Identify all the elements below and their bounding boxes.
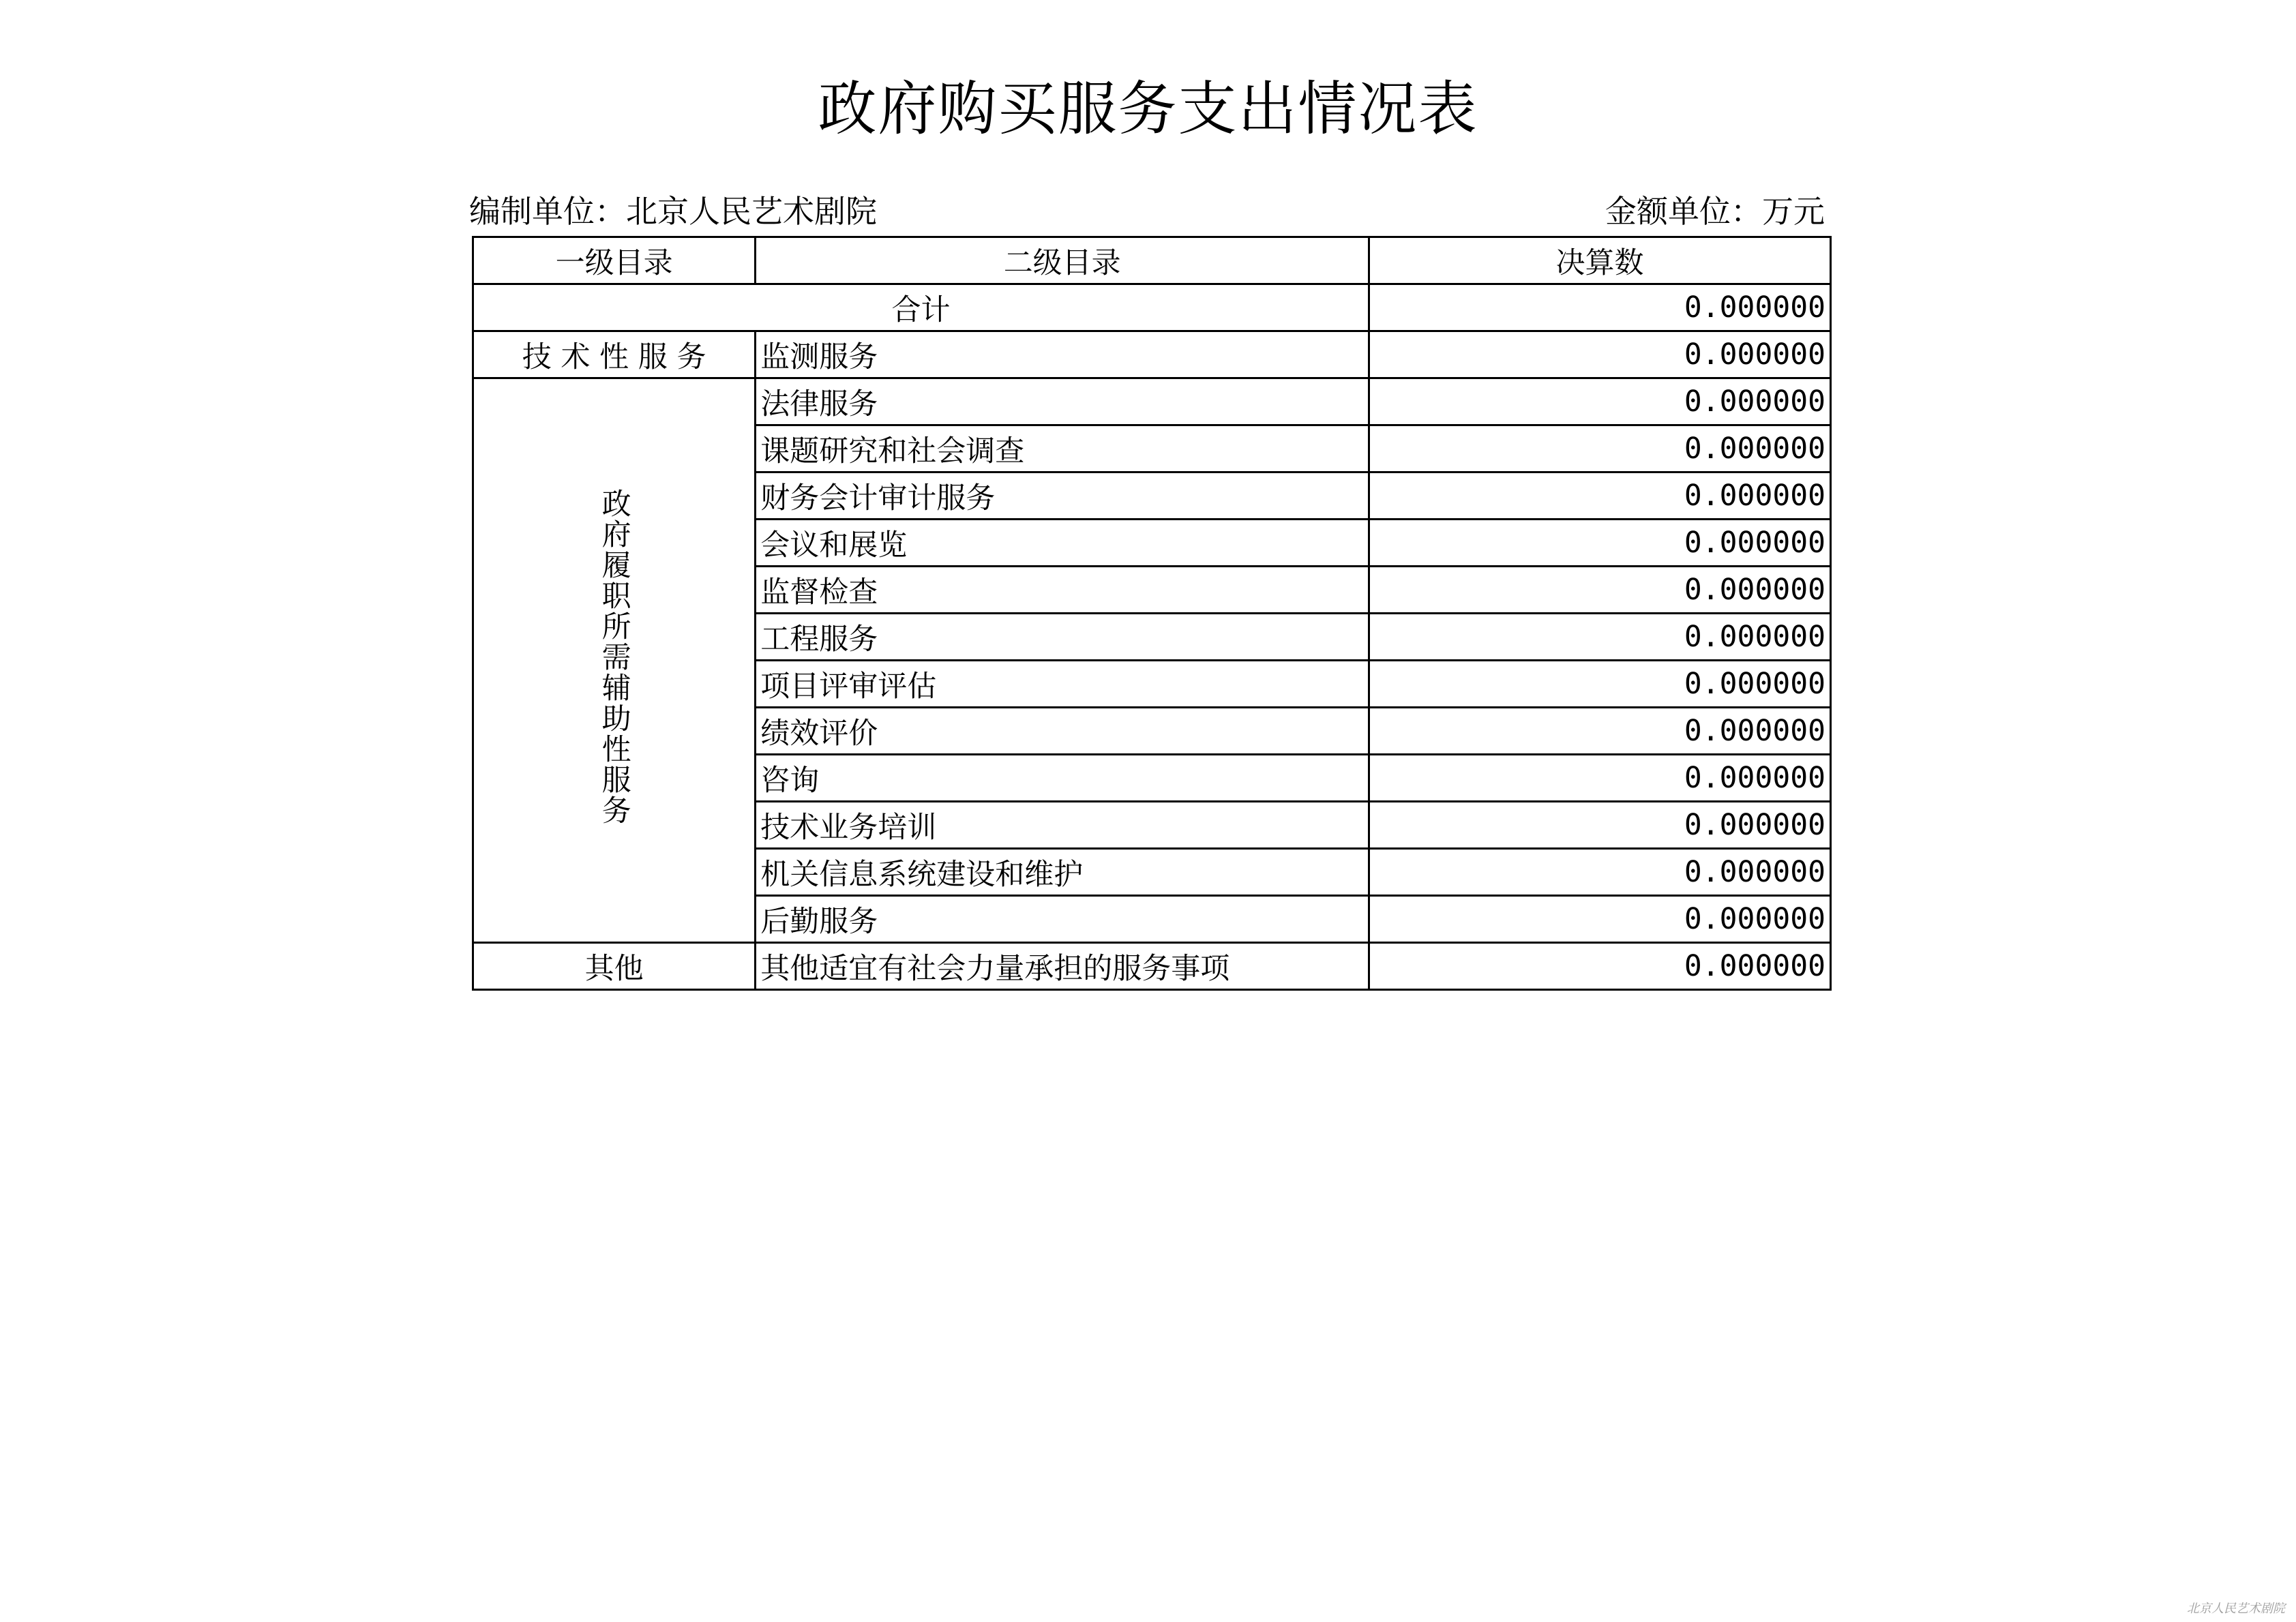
- table-row: [473, 943, 1831, 990]
- total-value: 0.000000: [1369, 284, 1831, 331]
- header-amount: 决算数: [1369, 237, 1831, 284]
- item-cell: 监督检查: [756, 567, 1369, 614]
- item-cell: 会议和展览: [756, 520, 1369, 567]
- item-cell: 财务会计审计服务: [756, 472, 1369, 520]
- header-level2: 二级目录: [756, 237, 1369, 284]
- table-row: [473, 331, 1831, 378]
- value-cell: 0.000000: [1369, 425, 1831, 472]
- table-row: [473, 378, 1831, 425]
- value-cell: 0.000000: [1369, 331, 1831, 378]
- amount-unit-label: 金额单位：万元: [1605, 193, 1825, 230]
- item-cell: 技术业务培训: [756, 802, 1369, 849]
- header-level1: 一级目录: [473, 237, 756, 284]
- expenditure-table: [472, 236, 1832, 991]
- item-cell: 监测服务: [756, 331, 1369, 378]
- item-cell: 项目评审评估: [756, 661, 1369, 708]
- item-cell: 法律服务: [756, 378, 1369, 425]
- value-cell: 0.000000: [1369, 520, 1831, 567]
- value-cell: 0.000000: [1369, 755, 1831, 802]
- watermark-text: 北京人民艺术剧院: [2187, 1602, 2285, 1616]
- category-cell: 其他: [473, 943, 756, 990]
- value-cell: 0.000000: [1369, 849, 1831, 896]
- category-cell: [473, 378, 756, 943]
- table-header-row: [473, 237, 1831, 284]
- page-title: 政府购买服务支出情况表: [818, 75, 1478, 143]
- value-cell: 0.000000: [1369, 802, 1831, 849]
- value-cell: 0.000000: [1369, 661, 1831, 708]
- total-row: [473, 284, 1831, 331]
- item-cell: 绩效评价: [756, 708, 1369, 755]
- value-cell: 0.000000: [1369, 896, 1831, 943]
- value-cell: 0.000000: [1369, 567, 1831, 614]
- item-cell: 咨询: [756, 755, 1369, 802]
- item-cell: 后勤服务: [756, 896, 1369, 943]
- item-cell: 其他适宜有社会力量承担的服务事项: [756, 943, 1369, 990]
- value-cell: 0.000000: [1369, 378, 1831, 425]
- category-cell: 技 术 性 服 务: [473, 331, 756, 378]
- compiling-unit-label: 编制单位：北京人民艺术剧院: [469, 193, 877, 230]
- item-cell: 机关信息系统建设和维护: [756, 849, 1369, 896]
- value-cell: 0.000000: [1369, 943, 1831, 990]
- total-label: 合计: [473, 284, 1369, 331]
- item-cell: 课题研究和社会调查: [756, 425, 1369, 472]
- value-cell: 0.000000: [1369, 708, 1831, 755]
- value-cell: 0.000000: [1369, 472, 1831, 520]
- category-vertical-label: 政府履职所需辅助性服务: [597, 487, 631, 826]
- item-cell: 工程服务: [756, 614, 1369, 661]
- value-cell: 0.000000: [1369, 614, 1831, 661]
